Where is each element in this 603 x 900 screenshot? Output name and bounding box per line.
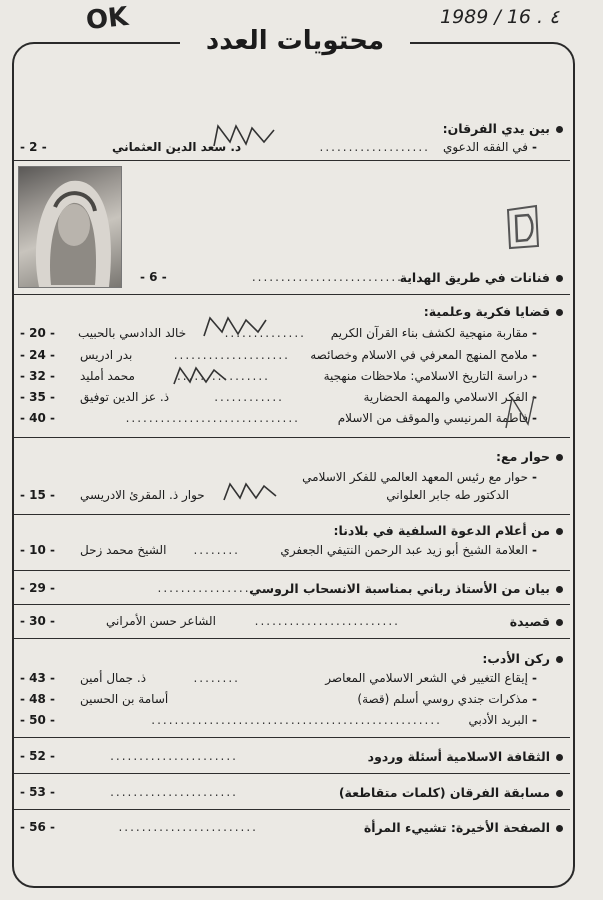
toc-entry[interactable]: -الفكر الاسلامي والمهمة الحضارية ............ ذ. عز الدين توفيق - 35 -: [20, 390, 537, 404]
page-title: محتويات العدد: [180, 26, 410, 60]
handwritten-date: 1989 / 16 . ٤: [440, 6, 560, 28]
section-heading-6[interactable]: بيان من الأستاذ رباني بمناسبة الانسحاب الروسي: [249, 581, 563, 596]
divider: [14, 570, 570, 571]
bullet-icon: [556, 454, 563, 461]
toc-entry[interactable]: -ملامح المنهج المعرفي في الاسلام وخصائصه .................... بدر ادريس - 24 -: [20, 348, 537, 362]
section-heading-7[interactable]: قصيدة: [510, 614, 563, 629]
bullet-icon: [556, 126, 563, 133]
section-heading-11[interactable]: الصفحة الأخيرة: تشييء المرأة: [364, 820, 563, 835]
divider: [14, 638, 570, 639]
bullet-icon: [556, 275, 563, 282]
bullet-icon: [556, 619, 563, 626]
divider: [14, 773, 570, 774]
toc-entry[interactable]: -البريد الأدبي .................................................. - 50 -: [20, 713, 537, 727]
section-heading-2[interactable]: فنانات في طريق الهداية: [400, 270, 563, 285]
section-heading-10[interactable]: مسابقة الفرقان (كلمات متقاطعة): [339, 785, 563, 800]
section-heading-8: ركن الأدب:: [482, 651, 563, 666]
toc-page-line: ......................... الشاعر حسن الأمراني - 30 -: [20, 614, 400, 628]
toc-entry[interactable]: -مذكرات جندي روسي أسلم (قصة) أسامة بن الحسين - 48 -: [20, 692, 537, 706]
toc-entry[interactable]: -فاطمة المرنيسي والموقف من الاسلام .............................. - 40 -: [20, 411, 537, 425]
toc-entry[interactable]: -حوار مع رئيس المعهد العالمي للفكر الاسلامي: [302, 470, 537, 484]
divider: [14, 514, 570, 515]
pen-annotation-icon: [500, 392, 540, 432]
bullet-icon: [556, 528, 563, 535]
divider: [14, 737, 570, 738]
section-heading-9[interactable]: الثقافة الاسلامية أسئلة وردود: [368, 749, 563, 764]
pen-annotation-icon: [200, 312, 270, 340]
section-heading-5: من أعلام الدعوة السلفية في بلادنا:: [334, 523, 563, 538]
toc-entry[interactable]: -إيقاع التغيير في الشعر الاسلامي المعاصر ........ ذ. جمال أمين - 43 -: [20, 671, 537, 685]
handwritten-ok-mark: OK: [84, 1, 130, 37]
pen-annotation-icon: [220, 478, 280, 504]
divider: [14, 604, 570, 605]
bullet-icon: [556, 754, 563, 761]
section-heading-3: قضايا فكرية وعلمية:: [424, 304, 563, 319]
toc-page-line: ...................... - 53 -: [20, 785, 238, 799]
toc-page-line: ...................... - 52 -: [20, 749, 238, 763]
bullet-icon: [556, 586, 563, 593]
toc-page-line: ........................ - 56 -: [20, 820, 258, 834]
section-heading-4: حوار مع:: [496, 449, 563, 464]
bullet-icon: [556, 790, 563, 797]
toc-entry[interactable]: الدكتور طه جابر العلواني حوار ذ. المقرئ الادريسي - 15 -: [20, 488, 509, 502]
section-heading-1: بين يدي الفرقان:: [443, 121, 563, 136]
bullet-icon: [556, 656, 563, 663]
bullet-icon: [556, 309, 563, 316]
pen-annotation-icon: [210, 120, 280, 150]
divider: [14, 809, 570, 810]
pen-annotation-icon: [170, 362, 230, 388]
toc-page-line: .......................... - 6 -: [140, 270, 403, 284]
toc-entry[interactable]: -العلامة الشيخ أبو زيد عبد الرحمن النتيفي الجعفري ........ الشيخ محمد زحل - 10 -: [20, 543, 537, 557]
toc-entry[interactable]: -في الفقه الدعوي ................... د. سعد الدين العثماني - 2 -: [20, 140, 537, 154]
toc-entry[interactable]: -مقاربة منهجية لكشف بناء القرآن الكريم .............. خالد الدادسي بالحبيب - 20 -: [20, 326, 537, 340]
divider: [14, 437, 570, 438]
stamp-mark-icon: [502, 202, 542, 250]
divider: [14, 294, 570, 295]
toc-entry[interactable]: -دراسة التاريخ الاسلامي: ملاحظات منهجية ................ محمد أمليد - 32 -: [20, 369, 537, 383]
toc-page-line: ................... - 29 -: [20, 581, 268, 595]
bullet-icon: [556, 825, 563, 832]
portrait-photo: [18, 166, 122, 288]
divider: [14, 160, 570, 161]
